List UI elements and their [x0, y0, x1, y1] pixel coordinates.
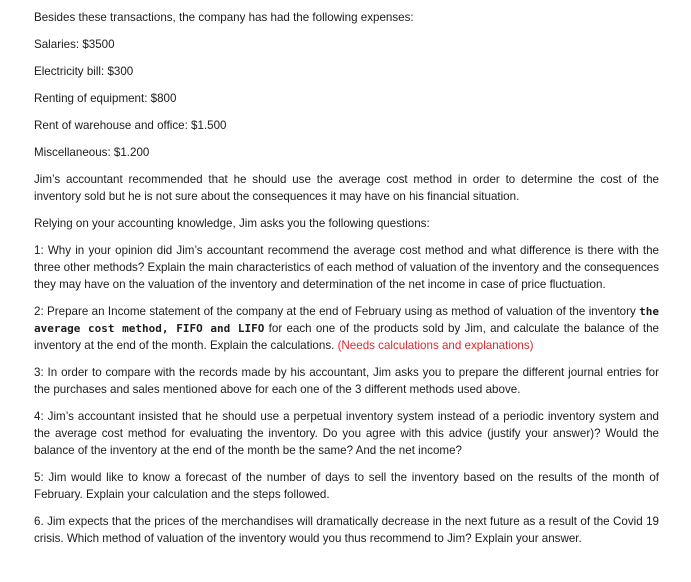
- question-6: 6. Jim expects that the prices of the merchandises will dramatically decrease in the next future as a result of the Covid 19 crisis. Which method of valuation of the inventory would you thus recommend to Jim? Explain your answer.: [34, 515, 659, 545]
- question-4: 4: Jim’s accountant insisted that he should use a perpetual inventory system instead of a periodic inventory system and the average cost method for evaluating the inventory. Do you agree with this advice (justify your answer)? Would the balance of the inventory at the end of the month be the same? And the net income?: [34, 410, 659, 457]
- question-2-methods-bold: the average cost method, FIFO and LIFO: [34, 305, 659, 335]
- expense-warehouse-rent: Rent of warehouse and office: $1.500: [34, 119, 227, 132]
- question-2-text-start: 2: Prepare an Income statement of the company at the end of February using as method of valuation of the inventory: [34, 305, 640, 318]
- questions-intro: Relying on your accounting knowledge, Jim asks you the following questions:: [34, 217, 430, 230]
- question-2: [34, 303, 659, 354]
- expense-electricity: Electricity bill: $300: [34, 65, 134, 78]
- expense-equipment-rent: Renting of equipment: $800: [34, 92, 177, 105]
- expense-salaries: Salaries: $3500: [34, 38, 115, 51]
- question-3: 3: In order to compare with the records made by his accountant, Jim asks you to prepare the different journal entries for the purchases and sales mentioned above for each one of the 3 different methods used above.: [34, 366, 659, 396]
- question-1: 1: Why in your opinion did Jim’s accountant recommend the average cost method and what difference is there with the three other methods? Explain the main characteristics of each method of valuation of the inventory and the consequences they may have on the valuation of the inventory and determination of the net income in case of price fluctuation.: [34, 244, 659, 291]
- document-body: [34, 9, 659, 557]
- expense-miscellaneous: Miscellaneous: $1.200: [34, 146, 150, 159]
- accountant-recommendation: Jim’s accountant recommended that he should use the average cost method in order to determine the cost of the inventory sold but he is not sure about the consequences it may have on his financial situation.: [34, 173, 659, 203]
- question-5: 5: Jim would like to know a forecast of the number of days to sell the inventory based on the results of the month of February. Explain your calculation and the steps followed.: [34, 471, 659, 501]
- question-2-annotation: (Needs calculations and explanations): [337, 339, 534, 352]
- question-2-text-end: for each one of the products sold by Jim, and calculate the balance of the inventory at the end of the month. Explain the calculations.: [34, 322, 660, 352]
- expenses-intro: Besides these transactions, the company has had the following expenses:: [34, 11, 414, 24]
